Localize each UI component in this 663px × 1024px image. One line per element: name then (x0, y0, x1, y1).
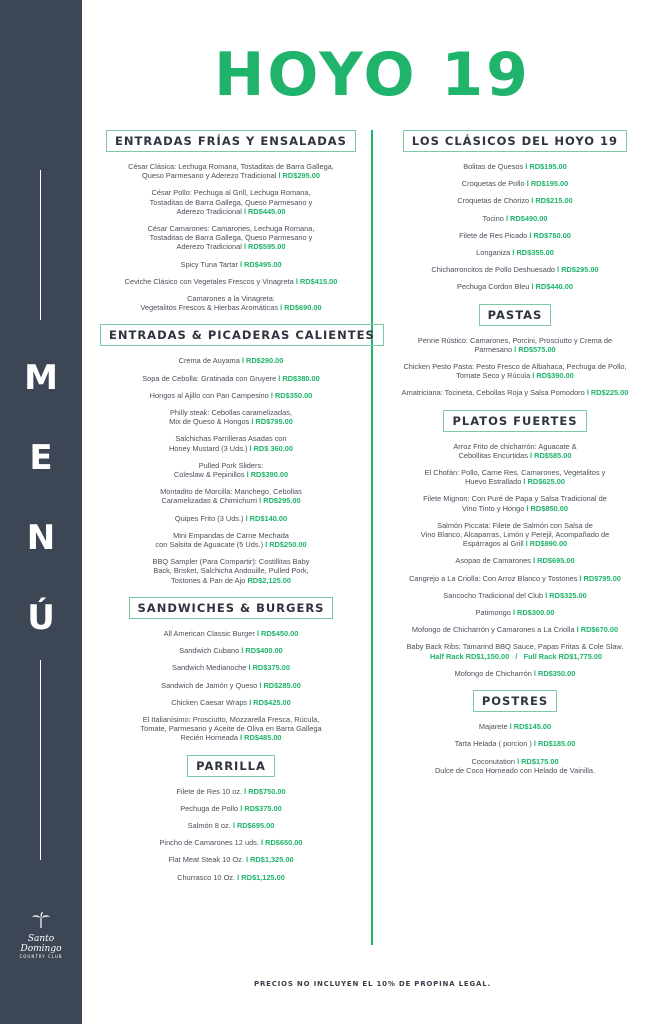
menu-item-description: Salmón Piccata: Filete de Salmón con Salsa de Vino Blanco, Alcaparras, Limón y Perejil, Acompañado de Espárragos al Grill (420, 520, 610, 549)
menu-item (100, 461, 362, 479)
menu-item-description: Filete de Res 10 oz. (176, 786, 243, 796)
menu-item (100, 629, 362, 638)
menu-letter: M (24, 358, 58, 398)
menu-item-price: l RD$850.00 (526, 503, 568, 513)
menu-section (380, 690, 650, 775)
menu-item-price: l RD$450.00 (256, 628, 299, 638)
menu-item-price: l RD$425.00 (249, 697, 291, 707)
section-heading: PASTAS (479, 304, 552, 326)
menu-item (380, 336, 650, 354)
menu-section (100, 755, 362, 882)
menu-item-price: l RD$295.00 (557, 265, 599, 275)
menu-item (100, 514, 362, 523)
menu-item (100, 277, 362, 286)
menu-item-description: Sandwich Cubano (179, 646, 240, 656)
menu-item-price: l RD$195.00 (526, 179, 569, 189)
menu-item-description: El Chofán: Pollo, Carne Res, Camarones, Vegetalitos y Huevo Estrallado (424, 468, 606, 487)
menu-item-price: l RD$195.00 (525, 162, 567, 171)
menu-item-description: Filete Mignon: Con Puré de Papa y Salsa Tradicional de Vino Tinto y Hongo (423, 494, 607, 513)
menu-item-description: Sopa de Cebolla: Gratinada con Gruyere (142, 373, 277, 383)
menu-item-price: l RD$355.00 (512, 248, 554, 258)
section-heading: ENTRADAS FRÍAS Y ENSALADAS (106, 130, 356, 152)
menu-item-description: Philly steak: Cebollas caramelizadas, Mix de Queso & Hongos (169, 408, 292, 427)
menu-section (100, 597, 362, 743)
menu-item (380, 556, 650, 565)
menu-item-price: l RD$690.00 (280, 303, 322, 313)
menu-item (380, 388, 650, 397)
menu-item (100, 646, 362, 655)
section-heading: POSTRES (473, 690, 557, 712)
menu-item-price: l RD$750.00 (244, 786, 286, 796)
menu-item-price: l RD$185.00 (533, 739, 576, 749)
menu-item-price: l RD$650.00 (261, 838, 303, 848)
menu-item-description: El Italianísimo: Prosciutto, Mozzarella Fresca, Rúcula, Tomate, Parmesano y Aceite de Oliva en Barra Gallega Recién Horneada (140, 714, 322, 743)
menu-item-price: l RD$1,125.00 (237, 872, 285, 882)
menu-item (100, 821, 362, 830)
menu-item (380, 739, 650, 748)
palm-tree-icon (31, 912, 51, 928)
menu-item-price: l RD$400.00 (241, 646, 283, 656)
menu-item-description: Bolitas de Quesos (463, 162, 524, 171)
menu-item-price: l RD$325.00 (545, 590, 587, 600)
menu-item-price: l RD$350.00 (270, 390, 313, 400)
menu-item-price: l RD$140.00 (245, 513, 288, 523)
menu-item (380, 214, 650, 223)
menu-item-description: Chicharroncitos de Pollo Deshuesado (431, 265, 556, 275)
menu-item-price: l RD$ 360.00 (249, 443, 294, 453)
menu-item-price: l RD$215.00 (531, 196, 573, 206)
menu-item-price: l RD$750.00 (529, 230, 571, 240)
menu-item-price: l RD$485.00 (240, 733, 282, 743)
menu-item (380, 282, 650, 291)
menu-item (100, 434, 362, 452)
footer-note: PRECIOS NO INCLUYEN EL 10% DE PROPINA LEGAL. (254, 980, 491, 988)
menu-item-description: César Clásica: Lechuga Romana, Tostaditas de Barra Gallega, Queso Parmesano y Aderezo Tradicional (128, 162, 334, 181)
menu-item-description: Crema de Auyama (178, 356, 240, 366)
menu-item-description: Salmón 8 oz. (187, 820, 231, 830)
right-column (380, 130, 650, 787)
menu-item-price: l RD$1,325.00 (245, 855, 294, 865)
menu-item-description: Tocino (482, 213, 504, 223)
menu-item-price: l RD$445.00 (243, 206, 286, 216)
menu-item-price: l RD$795.00 (579, 573, 621, 583)
menu-vertical-title (0, 348, 82, 668)
menu-item-price: l RD$225.00 (586, 388, 629, 398)
menu-item-price: l RD$380.00 (278, 373, 320, 383)
menu-item-description: Patimongo (475, 608, 511, 618)
menu-item (100, 681, 362, 690)
left-column (100, 130, 375, 894)
menu-item-description: Sandwich de Jamón y Queso (161, 680, 258, 690)
menu-item-price: l RD$490.00 (505, 213, 548, 223)
menu-item (100, 787, 362, 796)
menu-item-price: l RD$375.00 (240, 803, 282, 813)
menu-item (100, 224, 362, 252)
menu-item-description: Hongos al Ajillo con Pan Campesino (149, 390, 269, 400)
page-title: HOYO 19 (214, 40, 531, 110)
menu-item-price: l RD$300.00 (512, 608, 555, 618)
section-heading: PARRILLA (187, 755, 275, 777)
menu-item-description: Mofongo de Chicharrón (454, 668, 532, 678)
menu-item-description: César Pollo: Pechuga al Grill, Lechuga Romana, Tostaditas de Barra Gallega, Queso Parmesano y Aderezo Tradicional (149, 188, 313, 216)
menu-item (100, 374, 362, 383)
menu-item (100, 391, 362, 400)
menu-item-description: Churrasco 10 Oz. (177, 872, 236, 882)
menu-item (380, 265, 650, 274)
menu-item-price: l RD$145.00 (509, 722, 552, 732)
menu-item-price-options: Half Rack RD$1,150.00 / Full Rack RD$1,775.00 (429, 651, 603, 661)
menu-letter: E (29, 438, 53, 478)
menu-item-price: l RD$585.00 (530, 450, 572, 460)
menu-item-description: Cangrejo a La Criolla: Con Arroz Blanco y Tostones (409, 573, 578, 583)
menu-section (100, 324, 375, 585)
menu-letter: Ú (27, 598, 55, 638)
menu-item-price: l RD$415.00 (295, 276, 338, 286)
menu-item (380, 468, 650, 486)
menu-item-description: César Camarones: Camarones, Lechuga Romana, Tostaditas de Barra Gallega, Queso Parmesano y Aderezo Tradicional (147, 224, 315, 252)
menu-item-description: Tarta Helada ( porcion ) (454, 739, 532, 749)
menu-item-price: l RD$670.00 (576, 625, 619, 635)
menu-item (100, 531, 362, 549)
menu-item-description: BBQ Sampler (Para Compartir): Costillitas Baby Back, Brisket, Salchicha Andouille, Pulled Pork, Tostones & Pan de Ajo (152, 557, 310, 585)
menu-item (380, 521, 650, 549)
menu-item-description: Sancocho Tradicional del Club (443, 590, 544, 600)
menu-item-price: l RD$375.00 (248, 663, 290, 673)
menu-item (100, 804, 362, 813)
menu-item (100, 855, 362, 864)
menu-item-description: Croquetas de Pollo (461, 179, 525, 189)
menu-item-price: l RD$290.00 (241, 356, 284, 366)
menu-item-price: RD$2,125.00 (247, 575, 291, 585)
menu-item (380, 625, 650, 634)
logo-subtitle: COUNTRY CLUB (19, 954, 63, 959)
menu-item (380, 248, 650, 257)
menu-item (100, 557, 362, 585)
menu-item (380, 757, 650, 775)
menu-item (100, 715, 362, 743)
menu-item-description: Spicy Tuna Tartar (180, 259, 238, 269)
menu-item (380, 608, 650, 617)
menu-item (380, 722, 650, 731)
menu-section (380, 410, 650, 678)
menu-item-description: Croquetas de Chorizo (457, 196, 530, 206)
menu-letter: N (26, 518, 56, 558)
menu-item-description: Quipes Frito (3 Uds.) (174, 513, 244, 523)
menu-item-description: Flat Meat Steak 10 Oz. (168, 855, 244, 865)
menu-item-description: Sandwich Medianoche (172, 663, 247, 673)
menu-item (100, 838, 362, 847)
menu-item (380, 494, 650, 512)
sidebar-top-rule (40, 170, 41, 320)
menu-item-price: l RD$695.00 (232, 820, 275, 830)
menu-item-subtext: Dulce de Coco Horneado con Helado de Vainilla. (434, 765, 596, 775)
menu-item (100, 487, 362, 505)
menu-item (380, 574, 650, 583)
menu-item-description: Coconutation (471, 756, 515, 766)
menu-item-description: Camarones a la Vinagreta: Vegetalitos Frescos & Hierbas Aromáticas (140, 294, 279, 313)
menu-item-price: l RD$285.00 (259, 680, 301, 690)
menu-item (100, 663, 362, 672)
menu-item (100, 260, 362, 269)
section-heading: SANDWICHES & BURGERS (129, 597, 334, 619)
menu-item-description: Baby Back Ribs: Tamarind BBQ Sauce, Papas Fritas & Cole Slaw. (406, 642, 624, 652)
menu-item-price: l RD$390.00 (532, 371, 574, 381)
menu-item-description: Majarete (478, 722, 508, 732)
menu-item-price: l RD$175.00 (517, 756, 559, 766)
menu-item (100, 408, 362, 426)
menu-item-description: Arroz Frito de chicharrón: Aguacate & Cebollitas Encurtidas (453, 441, 577, 460)
menu-item (380, 231, 650, 240)
menu-item (380, 196, 650, 205)
menu-item-description: Ceviche Clásico con Vegetales Frescos y Vinagreta (124, 276, 294, 286)
menu-item-description: Filete de Res Picado (459, 230, 528, 240)
menu-item-price: l RD$495.00 (239, 259, 282, 269)
club-logo (6, 912, 76, 959)
menu-item (380, 669, 650, 678)
menu-item-price: l RD$250.00 (265, 540, 307, 550)
menu-item-price: l RD$990.00 (525, 539, 568, 549)
menu-item-description: Montadito de Morcilla: Manchego, Cebollas Caramelizadas & Chimichurri (160, 487, 302, 506)
menu-item-description: Chicken Caesar Wraps (171, 697, 248, 707)
menu-item-price: l RD$575.00 (514, 344, 556, 354)
menu-item-description: Pincho de Camarones 12 uds. (159, 838, 259, 848)
section-heading: LOS CLÁSICOS DEL HOYO 19 (403, 130, 627, 152)
menu-item-price: l RD$625.00 (523, 477, 565, 487)
menu-item-price: l RD$350.00 (533, 668, 576, 678)
sidebar-bottom-rule (40, 660, 41, 860)
menu-item-description: Longaniza (476, 248, 511, 258)
menu-item-description: Pechuga Cordon Bleu (457, 282, 530, 292)
menu-item (100, 698, 362, 707)
section-heading: PLATOS FUERTES (443, 410, 586, 432)
menu-item-description: Asopao de Camarones (455, 556, 532, 566)
menu-item (380, 179, 650, 188)
logo-script: Santo Domingo (20, 934, 62, 954)
menu-item-description: Salchichas Parrilleras Asadas con Honey Mustard (3 Uds.) (168, 434, 287, 453)
menu-item (380, 591, 650, 600)
menu-item-description: Amatriciana: Tocineta, Cebollas Roja y Salsa Pomodoro (401, 388, 585, 398)
menu-item (100, 356, 362, 365)
menu-item-price: l RD$795.00 (251, 417, 293, 427)
menu-item-description: All American Classic Burger (163, 628, 255, 638)
menu-item-description: Pechuga de Pollo (180, 803, 239, 813)
column-divider (371, 130, 373, 945)
menu-item-price: l RD$295.00 (259, 496, 301, 506)
section-heading: ENTRADAS & PICADERAS CALIENTES (100, 324, 384, 346)
menu-item-price: l RD$695.00 (533, 556, 575, 566)
menu-item (100, 162, 362, 180)
menu-item (380, 162, 650, 171)
menu-item-description: Pulled Pork Sliders: Coleslaw & Pepinillos (173, 460, 264, 480)
menu-item-price: l RD$390.00 (246, 470, 289, 480)
menu-section (380, 130, 650, 292)
menu-item (380, 442, 650, 460)
menu-item-price: l RD$295.00 (278, 171, 320, 181)
menu-section (380, 304, 650, 398)
menu-item-description: Penne Rústico: Camarones, Porcini, Prosciutto y Crema de Parmesano (417, 335, 613, 354)
menu-item-price: l RD$595.00 (243, 242, 286, 252)
menu-section (100, 130, 362, 312)
menu-item-description: Mini Empandas de Carne Mechada con Salsita de Aguacate (5 Uds.) (155, 530, 289, 550)
menu-item (380, 642, 650, 660)
menu-item (100, 294, 362, 312)
menu-item (380, 362, 650, 380)
menu-item-description: Chicken Pesto Pasta: Pesto Fresco de Albahaca, Pechuga de Pollo, Tomate Seco y Rúcula (403, 362, 627, 381)
menu-item-price: l RD$440.00 (531, 282, 573, 292)
sidebar (0, 0, 82, 1024)
menu-item-description: Mofongo de Chicharrón y Camarones a La Criolla (411, 625, 575, 635)
menu-item (100, 873, 362, 882)
menu-item (100, 188, 362, 216)
